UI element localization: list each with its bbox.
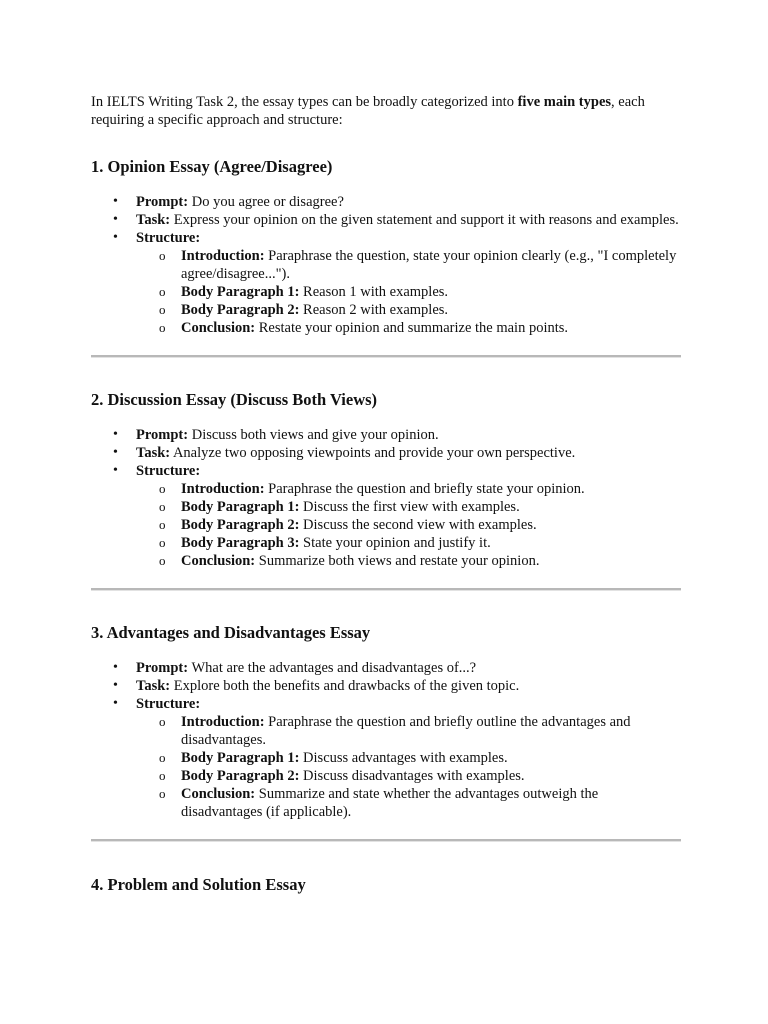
sub-text: Reason 1 with examples. xyxy=(299,284,449,300)
circle-bullet-icon: o xyxy=(159,714,166,729)
list-item-task xyxy=(91,677,681,695)
sublist-item xyxy=(136,516,681,534)
sublist-item xyxy=(136,283,681,301)
prompt-label: Prompt: xyxy=(136,427,189,443)
sub-label: Conclusion: xyxy=(181,320,256,336)
list-item-task xyxy=(91,211,681,229)
circle-bullet-icon: o xyxy=(159,553,166,568)
task-text: Explore both the benefits and drawbacks of the given topic. xyxy=(170,678,520,694)
sub-label: Body Paragraph 3: xyxy=(181,535,300,551)
sub-label: Conclusion: xyxy=(181,786,256,802)
structure-label: Structure: xyxy=(136,696,201,712)
intro-paragraph xyxy=(91,93,681,129)
section-heading-1: 1. Opinion Essay (Agree/Disagree) xyxy=(91,157,333,176)
sub-label: Introduction: xyxy=(181,481,265,497)
intro-bold: five main types xyxy=(517,94,612,110)
structure-sublist xyxy=(136,247,681,337)
list-item-structure xyxy=(91,695,681,821)
circle-bullet-icon: o xyxy=(159,248,166,263)
prompt-text: Do you agree or disagree? xyxy=(188,194,344,210)
sublist-item xyxy=(136,480,681,498)
circle-bullet-icon: o xyxy=(159,284,166,299)
bullet-icon: • xyxy=(113,445,118,460)
sublist-item xyxy=(136,319,681,337)
task-text: Express your opinion on the given statement and support it with reasons and examples. xyxy=(170,212,679,228)
task-label: Task: xyxy=(136,678,171,694)
circle-bullet-icon: o xyxy=(159,302,166,317)
circle-bullet-icon: o xyxy=(159,786,166,801)
circle-bullet-icon: o xyxy=(159,535,166,550)
list-item-structure xyxy=(91,229,681,337)
sub-text: Summarize both views and restate your opinion. xyxy=(255,553,540,569)
sublist-item xyxy=(136,498,681,516)
sublist-item xyxy=(136,785,681,821)
sub-text: Paraphrase the question, state your opinion clearly (e.g., "I completely agree/disagree..."). xyxy=(181,248,677,282)
prompt-text: Discuss both views and give your opinion. xyxy=(188,427,439,443)
sub-label: Body Paragraph 1: xyxy=(181,499,300,515)
prompt-text: What are the advantages and disadvantages of...? xyxy=(188,660,477,676)
sub-text: Paraphrase the question and briefly state your opinion. xyxy=(264,481,585,497)
sub-label: Body Paragraph 2: xyxy=(181,768,300,784)
sub-text: Discuss the first view with examples. xyxy=(299,499,520,515)
bullet-icon: • xyxy=(113,463,118,478)
bullet-icon: • xyxy=(113,194,118,209)
sublist-item xyxy=(136,534,681,552)
sub-label: Body Paragraph 1: xyxy=(181,750,300,766)
sub-label: Body Paragraph 2: xyxy=(181,302,300,318)
circle-bullet-icon: o xyxy=(159,499,166,514)
intro-text-before: In IELTS Writing Task 2, the essay types can be broadly categorized into xyxy=(91,94,518,110)
sublist-item xyxy=(136,767,681,785)
sub-text: Reason 2 with examples. xyxy=(299,302,449,318)
section-heading-4: 4. Problem and Solution Essay xyxy=(91,875,306,894)
sublist-item xyxy=(136,247,681,283)
section-heading-3: 3. Advantages and Disadvantages Essay xyxy=(91,623,371,642)
structure-sublist xyxy=(136,713,681,821)
sub-text: Paraphrase the question and briefly outline the advantages and disadvantages. xyxy=(181,714,631,748)
sublist-item xyxy=(136,749,681,767)
list-item-prompt xyxy=(91,659,681,677)
sub-label: Conclusion: xyxy=(181,553,256,569)
task-label: Task: xyxy=(136,445,171,461)
bullet-icon: • xyxy=(113,660,118,675)
section-1-list xyxy=(91,193,681,337)
prompt-label: Prompt: xyxy=(136,660,189,676)
section-2-list xyxy=(91,426,681,570)
section-3-list xyxy=(91,659,681,821)
sub-text: Restate your opinion and summarize the main points. xyxy=(255,320,569,336)
list-item-prompt xyxy=(91,426,681,444)
circle-bullet-icon: o xyxy=(159,750,166,765)
circle-bullet-icon: o xyxy=(159,320,166,335)
sub-text: Summarize and state whether the advantages outweigh the disadvantages (if applicable). xyxy=(181,786,599,820)
section-heading-2: 2. Discussion Essay (Discuss Both Views) xyxy=(91,390,378,409)
list-item-task xyxy=(91,444,681,462)
structure-sublist xyxy=(136,480,681,570)
sub-label: Body Paragraph 1: xyxy=(181,284,300,300)
bullet-icon: • xyxy=(113,678,118,693)
structure-label: Structure: xyxy=(136,463,201,479)
sub-label: Introduction: xyxy=(181,248,265,264)
task-text: Analyze two opposing viewpoints and provide your own perspective. xyxy=(170,445,576,461)
task-label: Task: xyxy=(136,212,171,228)
bullet-icon: • xyxy=(113,212,118,227)
sublist-item xyxy=(136,301,681,319)
circle-bullet-icon: o xyxy=(159,517,166,532)
document-page xyxy=(91,93,681,895)
list-item-structure xyxy=(91,462,681,570)
circle-bullet-icon: o xyxy=(159,768,166,783)
sub-text: Discuss disadvantages with examples. xyxy=(299,768,525,784)
circle-bullet-icon: o xyxy=(159,481,166,496)
sub-text: Discuss the second view with examples. xyxy=(299,517,537,533)
sub-text: Discuss advantages with examples. xyxy=(299,750,508,766)
sub-label: Body Paragraph 2: xyxy=(181,517,300,533)
sublist-item xyxy=(136,713,681,749)
intro-text-after: , each requiring a specific approach and structure: xyxy=(91,94,645,128)
sublist-item xyxy=(136,552,681,570)
bullet-icon: • xyxy=(113,230,118,245)
sub-text: State your opinion and justify it. xyxy=(299,535,491,551)
prompt-label: Prompt: xyxy=(136,194,189,210)
bullet-icon: • xyxy=(113,427,118,442)
bullet-icon: • xyxy=(113,696,118,711)
list-item-prompt xyxy=(91,193,681,211)
structure-label: Structure: xyxy=(136,230,201,246)
sub-label: Introduction: xyxy=(181,714,265,730)
